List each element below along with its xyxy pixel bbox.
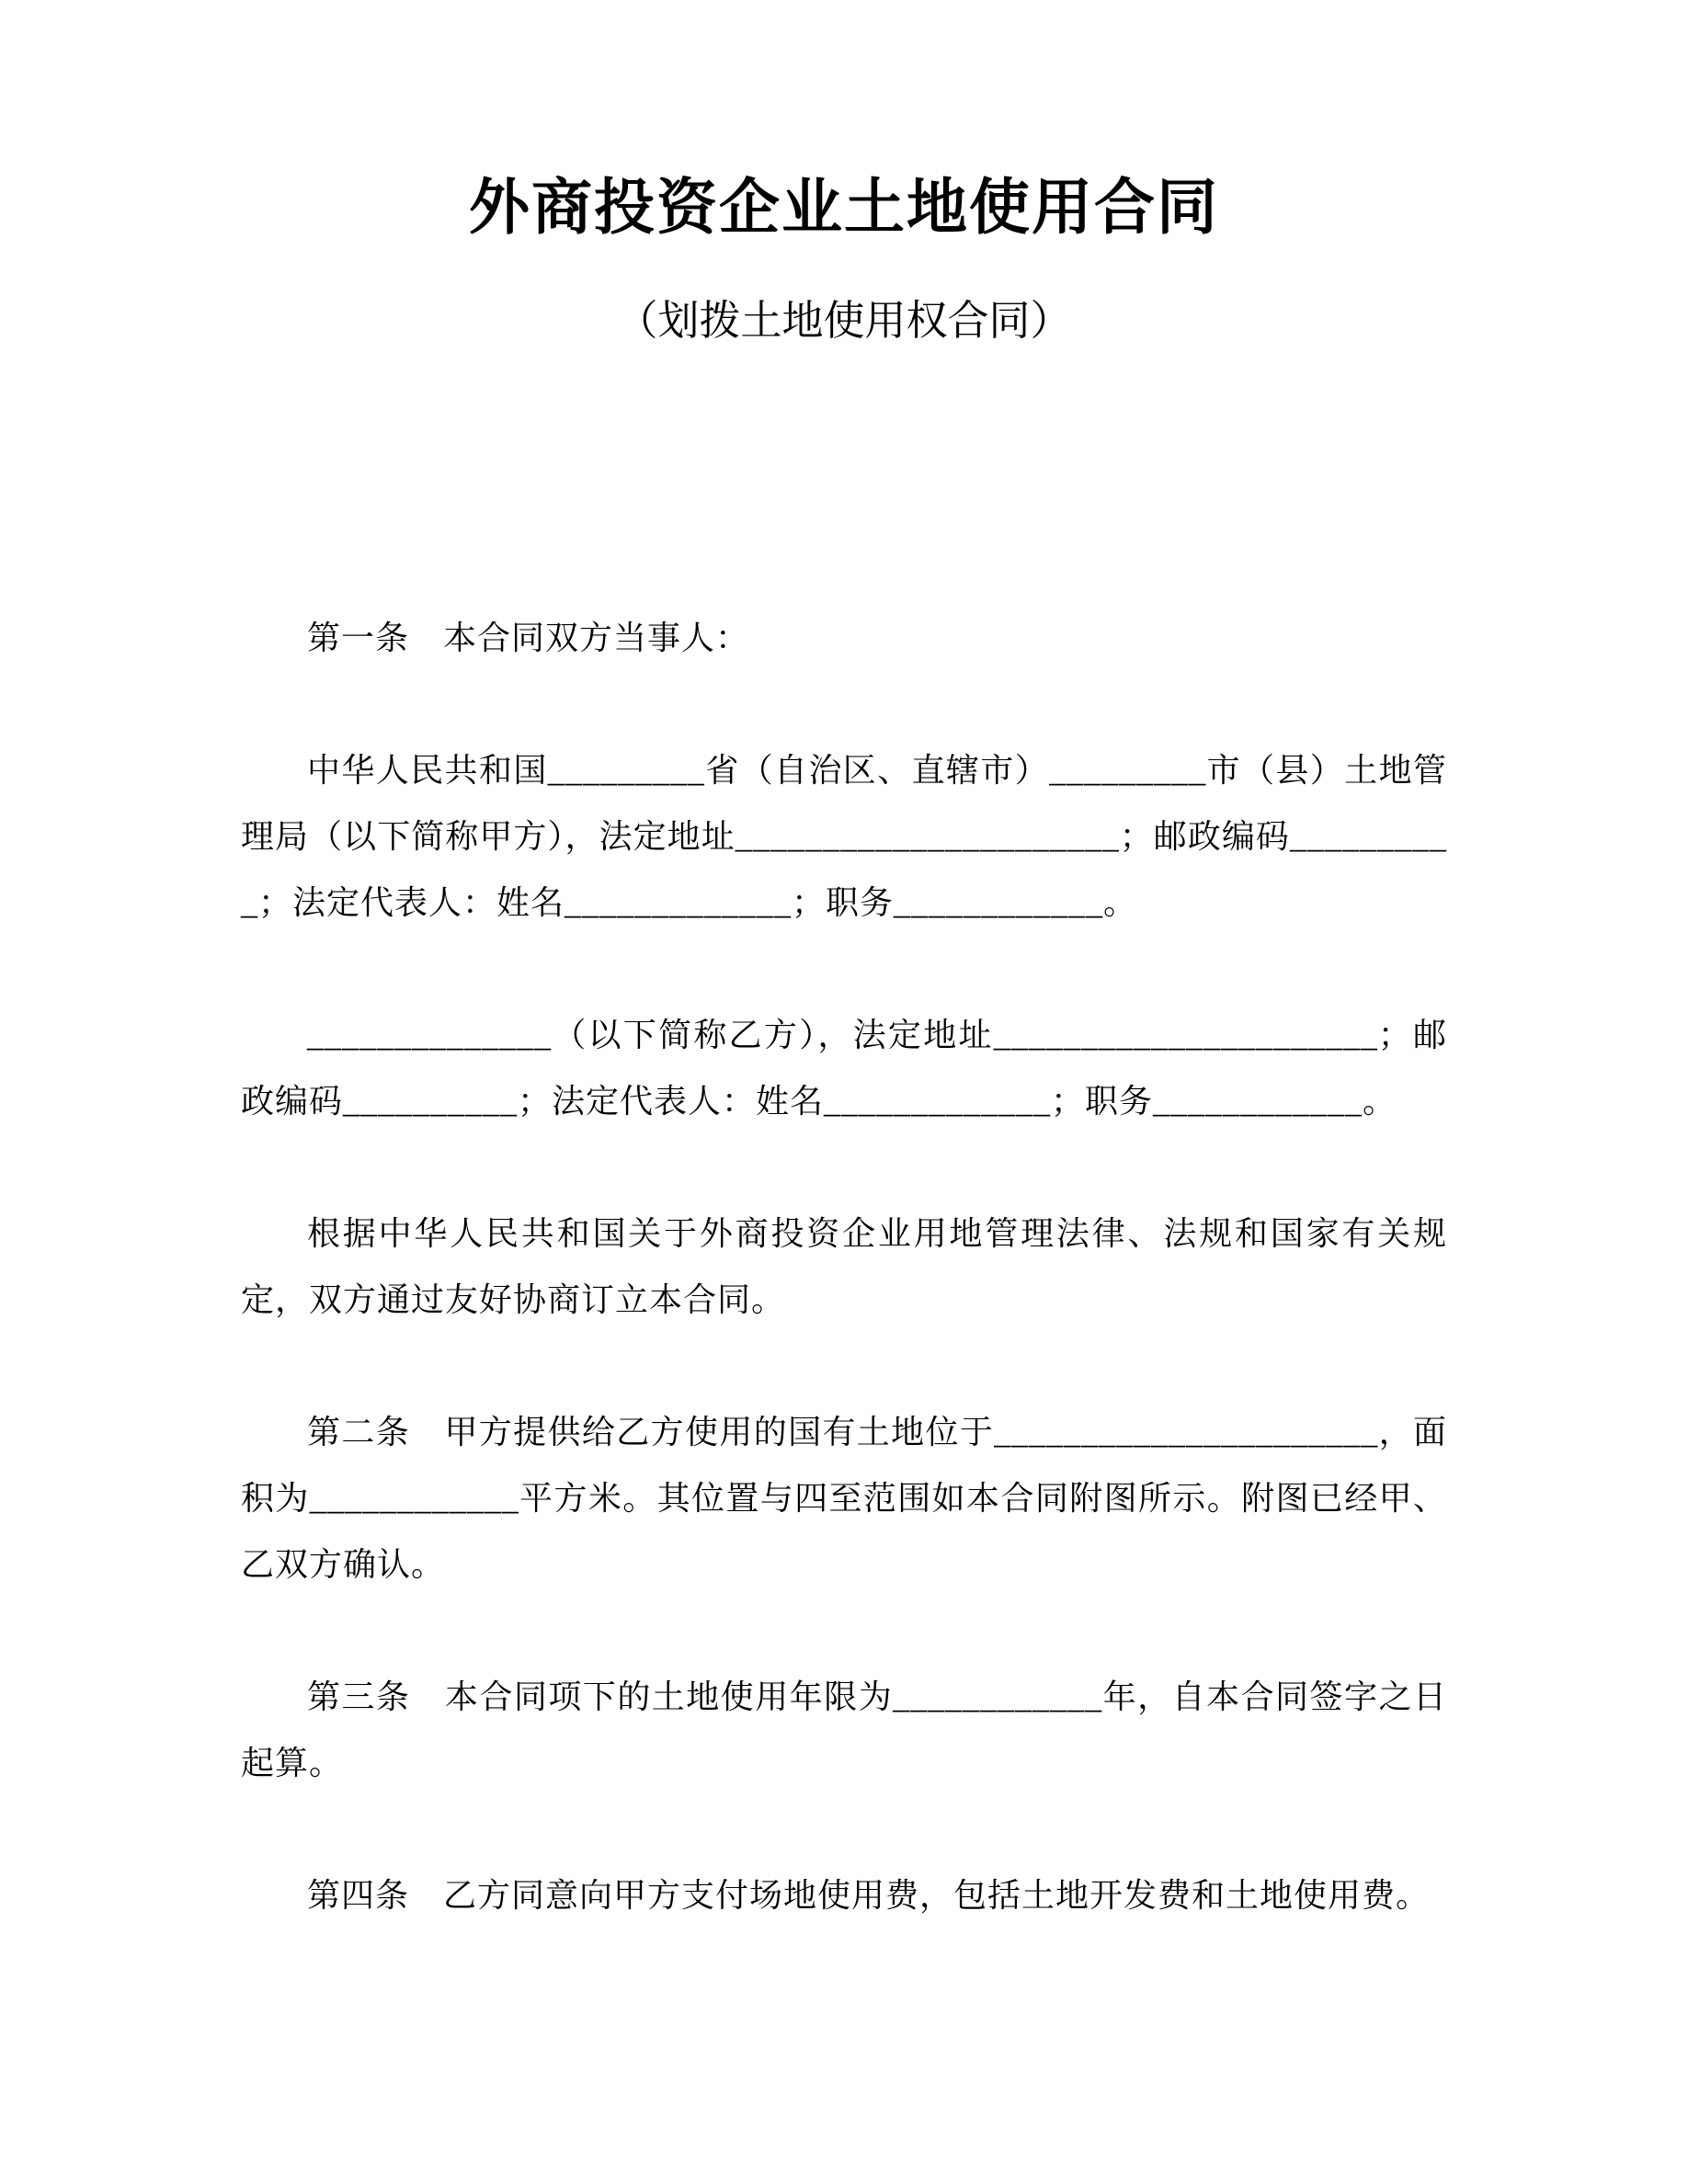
party-b-info-paragraph: ______________（以下简称乙方），法定地址______________________；邮政编码__________；法定代表人：姓名_____________；职务____________。	[241, 1017, 1447, 1120]
clause-4-paragraph: 第四条 乙方同意向甲方支付场地使用费，包括土地开发费和土地使用费。	[307, 1877, 1431, 1914]
party-a-info-paragraph: 中华人民共和国_________省（自治区、直辖市）_________市（县）土地管理局（以下简称甲方），法定地址______________________；邮政编码__________；法定代表人：姓名_____________；职务____________。	[241, 752, 1447, 921]
clause-3-paragraph: 第三条 本合同项下的土地使用年限为____________年，自本合同签字之日起算。	[241, 1678, 1447, 1781]
clause-2-paragraph: 第二条 甲方提供给乙方使用的国有土地位于______________________，面积为____________平方米。其位置与四至范围如本合同附图所示。附图已经甲、乙双方确认。	[241, 1414, 1447, 1583]
preamble-paragraph: 根据中华人民共和国关于外商投资企业用地管理法律、法规和国家有关规定，双方通过友好协商订立本合同。	[241, 1215, 1447, 1318]
document-subtitle: （划拨土地使用权合同）	[616, 297, 1072, 344]
clause-1-heading: 第一条 本合同双方当事人：	[307, 620, 750, 656]
document-body	[241, 605, 1447, 1928]
document-title: 外商投资企业土地使用合同	[469, 172, 1219, 243]
